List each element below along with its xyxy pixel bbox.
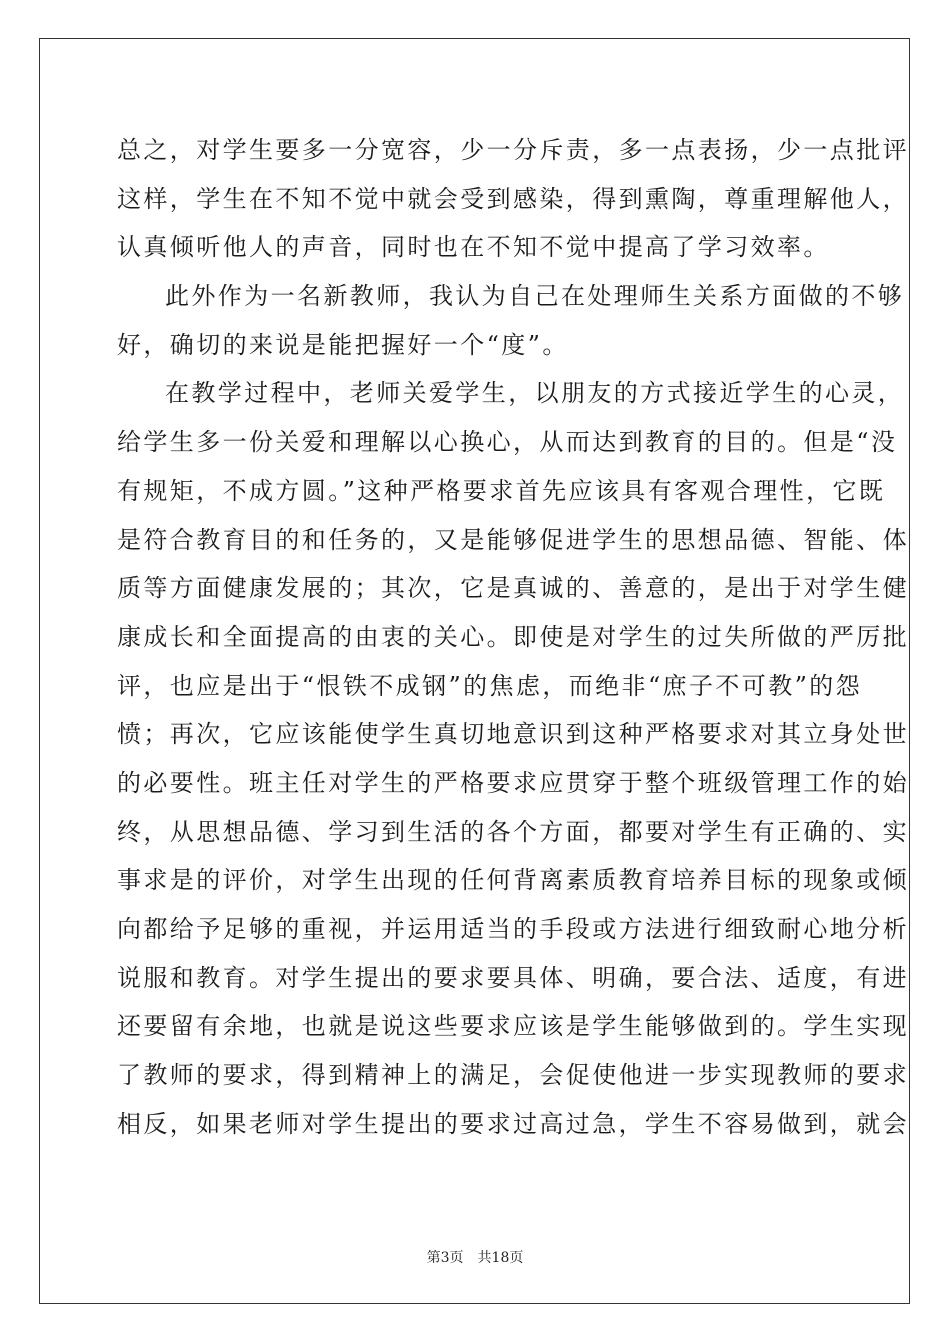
text-line: 还要留有余地，也就是说这些要求应该是学生能够做到的。学生实现: [117, 1012, 909, 1041]
text-line: 相反，如果老师对学生提出的要求过高过急，学生不容易做到，就会: [117, 1109, 909, 1138]
text-line: 有规矩，不成方圆。”这种严格要求首先应该具有客观合理性，它既: [117, 476, 886, 505]
page-footer: [0, 1247, 950, 1267]
text-line: 总之，对学生要多一分宽容，少一分斥责，多一点表扬，少一点批评: [117, 136, 909, 164]
total-page-count: 共18页: [477, 1250, 524, 1266]
text-line: 给学生多一份关爱和理解以心换心，从而达到教育的目的。但是“没: [117, 428, 898, 457]
text-line: 向都给予足够的重视，并运用适当的手段或方法进行细致耐心地分析: [117, 915, 909, 943]
current-page-number: 第3页: [426, 1250, 464, 1266]
text-line: 康成长和全面提高的由衷的关心。即使是对学生的过失所做的严厉批: [117, 622, 909, 651]
text-line: 质等方面健康发展的；其次，它是真诚的、善意的，是出于对学生健: [117, 574, 909, 603]
text-line: 的必要性。班主任对学生的严格要求应贯穿于整个班级管理工作的始: [117, 768, 909, 797]
text-line: 说服和教育。对学生提出的要求要具体、明确，要合法、适度，有进: [117, 963, 909, 992]
text-line: 在教学过程中，老师关爱学生，以朋友的方式接近学生的心灵，: [165, 379, 905, 408]
text-line: 事求是的评价，对学生出现的任何背离素质教育培养目标的现象或倾: [117, 866, 909, 895]
text-line: 是符合教育目的和任务的，又是能够促进学生的思想品德、智能、体: [117, 525, 909, 554]
text-line: 此外作为一名新教师，我认为自己在处理师生关系方面做的不够: [165, 282, 905, 311]
text-line: 评，也应是出于“恨铁不成钢”的焦虑，而绝非“庶子不可教”的怨: [117, 671, 863, 700]
text-line: 好，确切的来说是能把握好一个“度”。: [117, 330, 569, 359]
text-line: 这样，学生在不知不觉中就会受到感染，得到熏陶，尊重理解他人，: [117, 184, 909, 213]
document-body: [117, 126, 909, 1148]
text-line: 终，从思想品德、学习到生活的各个方面，都要对学生有正确的、实: [117, 817, 909, 846]
text-line: 了教师的要求，得到精神上的满足，会促使他进一步实现教师的要求: [117, 1061, 909, 1090]
text-line: 认真倾听他人的声音，同时也在不知不觉中提高了学习效率。: [117, 233, 830, 262]
text-line: 愤；再次，它应该能使学生真切地意识到这种严格要求对其立身处世: [117, 720, 909, 749]
